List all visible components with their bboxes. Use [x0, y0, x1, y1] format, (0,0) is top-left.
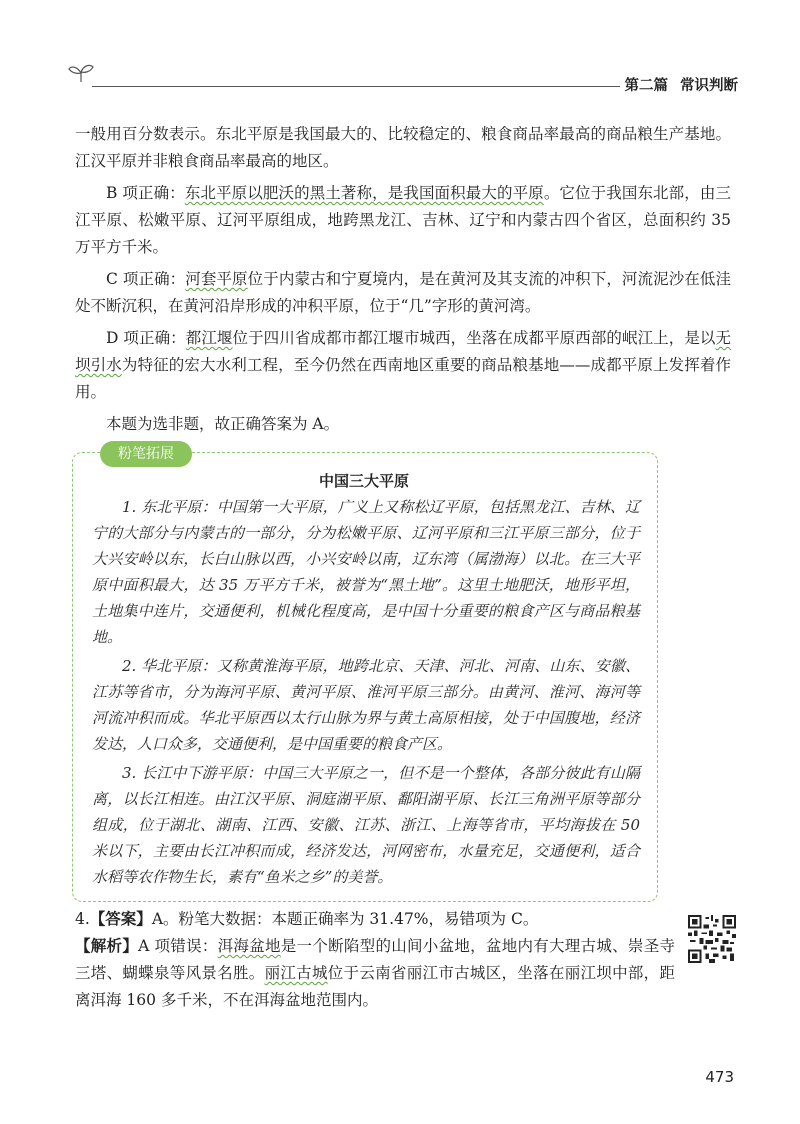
extension-body: [92, 494, 640, 893]
option-d-rest: 为特征的宏大水利工程，至今仍然在西南地区重要的商品粮基地——成都平原上发挥着作用。: [75, 356, 731, 401]
option-c-rest: 位于内蒙古和宁夏境内，是在黄河及其支流的冲积下，河流泥沙在低洼处不断沉积，在黄河沿岸形成的冲积平原，位于“几”字形的黄河湾。: [75, 270, 731, 315]
page-header: [58, 60, 738, 100]
plain-northeast: 1. 东北平原：中国第一大平原，广义上又称松辽平原，包括黑龙江、吉林、辽宁的大部分与内蒙古的一部分，分为松嫩平原、辽河平原和三江平原三部分，位于大兴安岭以东，长白山脉以西，小兴安岭以南，辽东湾（属渤海）以北。在三大平原中面积最大，达 35 万平方千米，被誉为“黑土地”。这里土地肥沃，地形平坦，土地集中连片，交通便利，机械化程度高，是中国十分重要的粮食产区与商品粮基地。: [92, 498, 640, 646]
analysis-lead: A 项错误：: [138, 937, 218, 955]
paragraph-c: [75, 266, 731, 320]
analysis-rest: 位于云南省丽江市古城区，坐落在丽江坝中部，距离洱海 160 多千米，不在洱海盆地范围内。: [75, 964, 675, 1009]
header-rule: [92, 86, 620, 87]
paragraph-b: [75, 180, 731, 261]
header-title: [625, 74, 739, 95]
option-c-highlight: 河套平原: [185, 270, 248, 288]
question-number: 4.: [75, 910, 90, 928]
page-number: 473: [705, 1068, 734, 1086]
option-b-highlight: 东北平原以肥沃的黑土著称，是我国面积最大的平原: [184, 184, 544, 202]
option-b-lead: B 项正确：: [106, 184, 185, 202]
analysis-highlight-2: 丽江古城: [264, 964, 328, 982]
option-d-lead: D 项正确：: [106, 329, 186, 347]
analysis-paragraph: [75, 933, 675, 1014]
paragraph-intro: 一般用百分数表示。东北平原是我国最大的、比较稳定的、粮食商品率最高的商品粮生产基地。江汉平原并非粮食商品率最高的地区。: [75, 125, 731, 170]
option-d-highlight-1: 都江堰: [185, 329, 233, 347]
paragraph-conclusion: 本题为选非题，故正确答案为 A。: [106, 415, 340, 433]
analysis-highlight-1: 洱海盆地: [217, 937, 281, 955]
answer-label: 【答案】: [89, 910, 152, 928]
answer-text: A。粉笔大数据：本题正确率为 31.47%，易错项为 C。: [151, 910, 539, 928]
answer-line: [75, 906, 675, 933]
paragraph-d: [75, 325, 731, 406]
option-b-rest: 。它位于我国东北部，由三江平原、松嫩平原、辽河平原组成，地跨黑龙江、吉林、辽宁和内蒙古四个省区，总面积约 35 万平方千米。: [75, 184, 731, 256]
extension-title: 中国三大平原: [318, 472, 409, 490]
plain-yangtze: 3. 长江中下游平原：中国三大平原之一，但不是一个整体，各部分彼此有山隔离，以长江相连。由江汉平原、洞庭湖平原、鄱阳湖平原、长江三角洲平原等部分组成，位于湖北、湖南、江西、安徽、江苏、浙江、上海等省市，平均海拔在 50 米以下，主要由长江冲积而成，经济发达，河网密布，水量充足，交通便利，适合水稻等农作物生长，素有“鱼米之乡”的美誉。: [92, 764, 640, 886]
option-d-highlight-2: 无坝引水: [75, 329, 731, 374]
header-part: 第二篇: [624, 78, 668, 94]
main-text: [75, 121, 731, 443]
analysis-mid: 是一个断陷型的山间小盆地，盆地内有大理古城、崇圣寺三塔、蝴蝶泉等风景名胜。: [75, 937, 675, 982]
extension-tab: 粉笔拓展: [100, 441, 192, 467]
plain-north-china: 2. 华北平原：又称黄淮海平原，地跨北京、天津、河北、河南、山东、安徽、江苏等省市，分为海河平原、黄河平原、淮河平原三部分。由黄河、淮河、海河等河流冲积而成。华北平原西以太行山脉为界与黄土高原相接，处于中国腹地，经济发达，人口众多，交通便利，是中国重要的粮食产区。: [92, 657, 640, 753]
analysis-label: 【解析】: [75, 937, 139, 955]
sprout-icon: [68, 62, 94, 84]
header-section: 常识判断: [680, 78, 738, 94]
option-d-mid: 位于四川省成都市都江堰市城西，坐落在成都平原西部的岷江上，是以: [232, 329, 716, 347]
option-c-lead: C 项正确：: [106, 270, 186, 288]
qr-code-icon: [688, 915, 736, 963]
answer-section: [75, 906, 675, 1014]
